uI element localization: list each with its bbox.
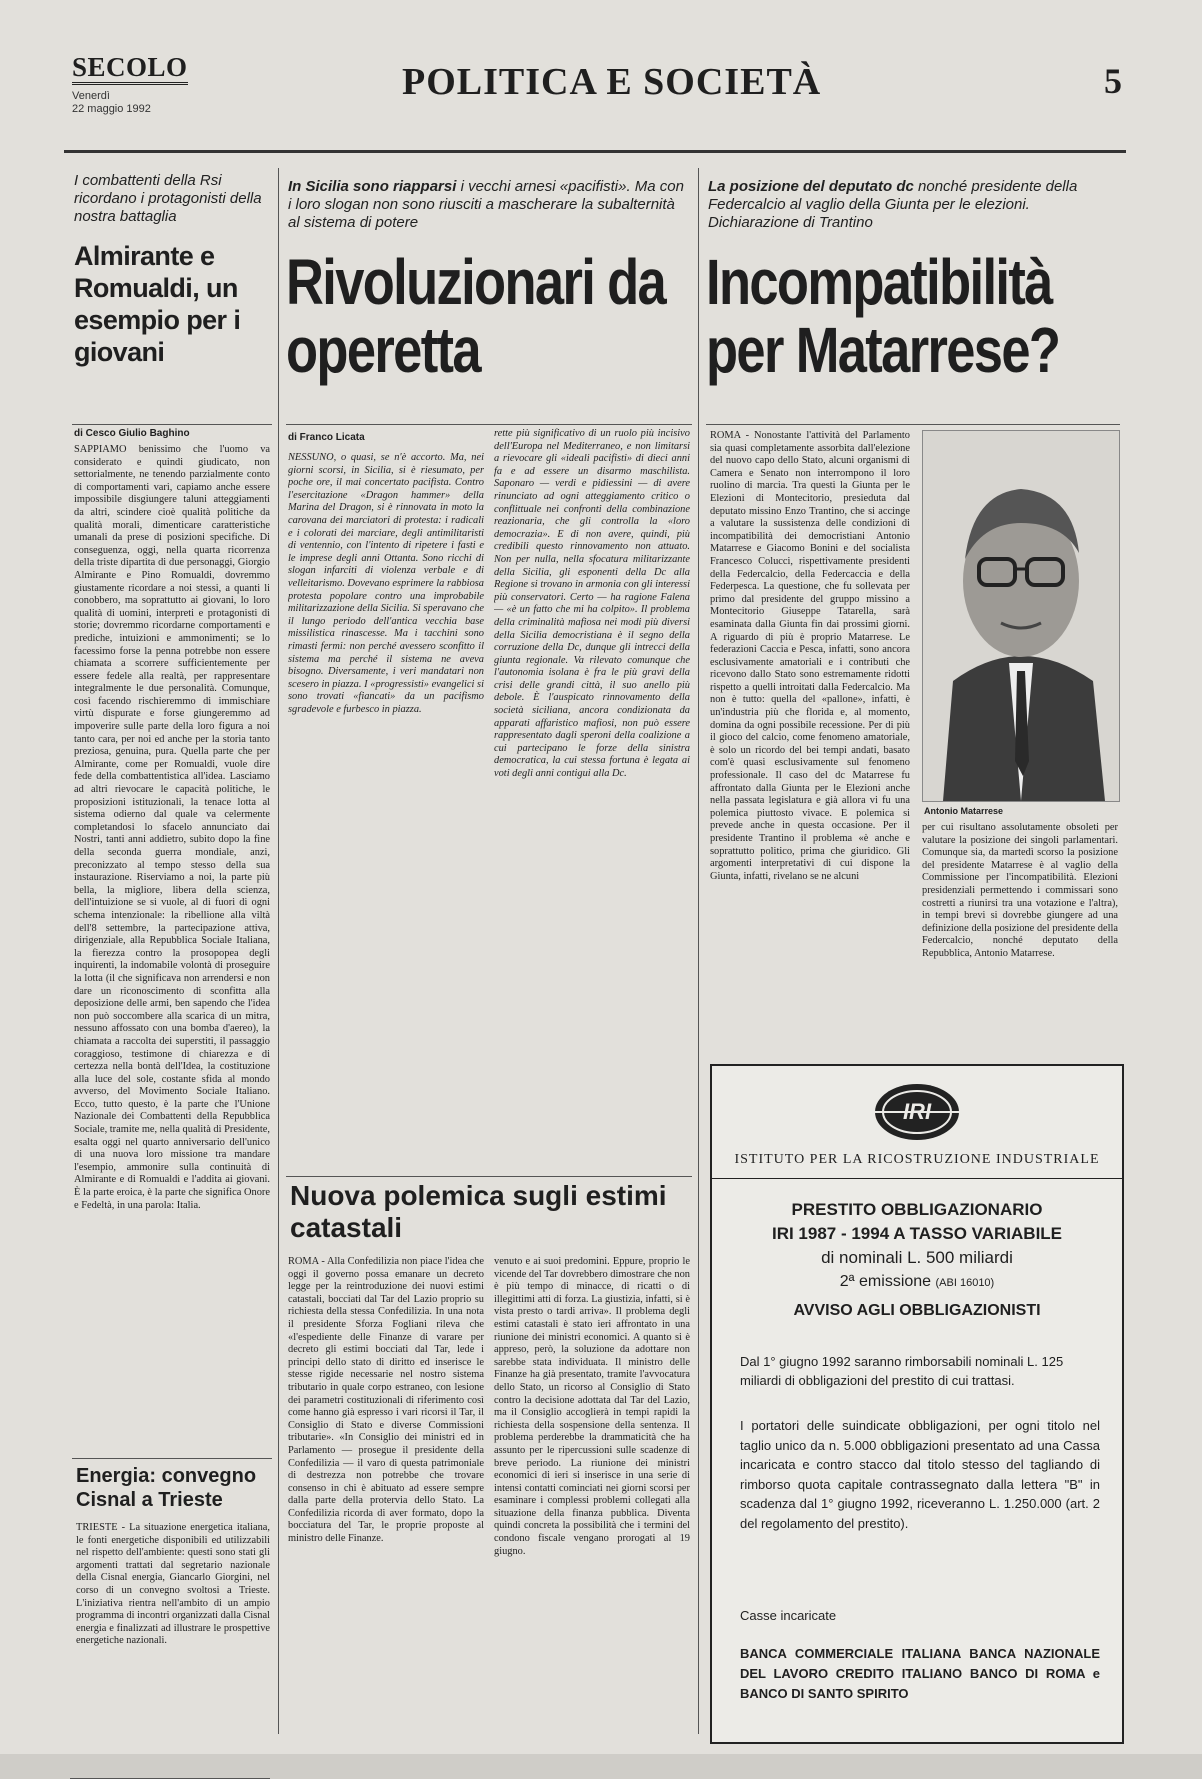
divider [72,424,272,425]
ad-paragraph: I portatori delle suindicate obbligazioni, per ogni titolo nel taglio unico da n. 5.000 obbligazioni presentato ad una Cassa incaricata e contro stacco dal titolo stesso del tagliando di rimborso quota capitale contrassegnato dalla lettera "B" in scadenza dal 1° giugno 1992, riceveranno L. 1.250.000 (art. 2 del regolamento del prestito). [740,1418,1100,1531]
loan-emission: 2ª emissione [839,1273,932,1290]
article-body: venuto e ai suoi predomini. Eppure, proprio le vicende del Tar dovrebbero dimostrare che non è più tempo di minacce, di ricatti o di illegittimi atti di forza. La giustizia, infatti, si è vista presto o tardi arriva». Il problema degli estimi catastali è stato ieri affrontato in una riunione dei ministri economici. A quanto si è appreso, però, la soluzione da adottare non sarebbe stata individuata. Il ministro delle Finanze ha già presentato, tramite l'avvocatura dello Stato, un ricorso al Consiglio di Stato contro la decisione adottata dal Tar del Lazio, ma il Consiglio accoglierà in tempi rapidi la richiesta della sospensione della sentenza. Il problema perderebbe la drammaticità che ha assunto per le ripercussioni sulle scadenze di breve periodo. La riunione dei ministri economici di ieri si inserisce in una serie di intensi contatti cominciati nei giorni scorsi per esaminare i complessi problemi collegati alla situazione della finanza pubblica. Diventa quindi concreta la possibilità che i termini del condono fiscale vengano prorogati al 19 giugno. [494,1256,690,1557]
byline: di Franco Licata [288,432,365,443]
article-body: SAPPIAMO benissimo che l'uomo va considerato e quindi giudicato, non settorialmente, ne tenendo parzialmente conto di comportamenti vari, capiamo anche essere impossibile disgiungere taluni atteggiamenti da altri, scindere cioè qualità politiche da qualità morali, dimenticare caratteristiche umanali da prese di posizioni specifiche. Di conseguenza, oggi, nella quarta ricorrenza della triste dipartita di due personaggi, Giorgio Almirante e Pino Romualdi, dovremmo giustamente ricordare a noi stessi, a quanti li conobbero, ma soprattutto ai giovani, lo loro qualità di uomini, interpreti e protagonisti di storie; dovremmo ricordarne comportamenti e prediche, intuizioni e ammonimenti; se lo facessimo forse la penna potrebbe non essere chiamata a scorrere sufficientemente per essere fedele alla realtà, per rappresentare integralmente le due personalità. Comunque, così facendo rischieremmo di immischiare virtù dispurate e forse giungeremmo ad impoverire sulle parte della loro figura a noi tanto cara, per noi ed anche per la storia tanto preziosa, genuina, pura. Quella parte che per Almirante, come per Romualdi, vuole dire fede della combattentistica all'idea. Lasciamo ad altri rievocare le capacità politiche, le proposizioni istituzionali, la tenace lotta al sistema odierno dal quale va celermente completandosi lo sfacelo annunciato dai Nostri, tanti anni addietro, subito dopo la fine della seconda guerra mondiale, anzi, preconizzato al tempo stesso della sua instaurazione. Riserviamo a noi, la parte più bella, la migliore, libera della scienza, dell'intuizione se si vuole, al di fuori di ogni schema intenzionale: la ribellione alla viltà dell'8 settembre, la partecipazione attiva, dirigenziale, alla Repubblica Sociale Italiana, la fierezza contro la prosopopea degli inquirenti, la indomabile volontà di proseguire la lotta (il che significava non arrendersi e non dare un riconoscimento di sconfitta alla deposizione delle armi, ben sapendo che l'idea non può soccombere alla scarica di un mitra, nessuno affossato con una bomba d'aereo), la chiamata a raccolta dei superstiti, il passaggio coraggioso, testimone di chiarezza e di certezza nella bontà dell'Idea, la costituzione alla luce del sole, costante sfida al mondo avverso, del Movimento Sociale Italiano. Ecco, tutto questo, è la parte che l'Unione Nazionale dei Combattenti della Repubblica Sociale, tramite me, nella qualità di Presidente, esalta oggi nel quarto anniversario dell'unico di una nuova loro missione tra mandare l'esempio, ammonire sulla continuità di Almirante e di Romualdi e l'addita ai giovani. È la parte eroica, è la parte che significa Onore e Fedeltà, in una parola: Italia. [74,444,270,1211]
ad-paragraph: Dal 1° giugno 1992 saranno rimborsabili nominali L. 125 miliardi di obbligazioni del prestito di cui trattasi. [740,1354,1064,1388]
loan-title-line: PRESTITO OBBLIGAZIONARIO [791,1200,1043,1219]
headline-text: Incompatibilità per Matarrese? [706,246,1060,386]
loan-title-line: IRI 1987 - 1994 A TASSO VARIABILE [771,1224,1063,1243]
portrait-illustration [923,431,1119,801]
page-number: 5 [1104,61,1122,101]
loan-abi: (ABI 16010) [935,1277,995,1289]
iri-logo [712,1082,1122,1125]
section-title: POLITICA E SOCIETÀ [402,61,822,103]
masthead [72,52,1122,122]
article-body: TRIESTE - La situazione energetica italiana, le fonti energetiche disponibili ed utilizzabili nel rispetto dell'ambiente: questi sono stati gli argomenti trattati dal segretario nazionale della Cisnal energia, Giancarlo Giorgini, nel corso di un convegno svoltosi a Trieste. L'iniziativa rientra nell'ambito di un ampio programma di incontri organizzati dalla Cisnal energia e finalizzati ad illustrare le prospettive energetiche nazionali. [76,1522,270,1647]
loan-title-line: di nominali L. 500 miliardi [821,1248,1013,1267]
divider [712,1178,1122,1179]
article-kicker [288,178,688,232]
article-headline: Energia: convegno Cisnal a Trieste [76,1465,257,1511]
headline-text: Rivoluzionari da operetta [286,246,666,386]
article-kicker [708,178,1118,232]
notice-title: AVVISO AGLI OBBLIGAZIONISTI [793,1302,1041,1319]
loan-title [712,1198,1122,1295]
byline: di Cesco Giulio Baghino [74,428,190,439]
article-body: per cui risultano assolutamente obsoleti per valutare la posizione dei singoli parlamentari. Comunque sia, da martedì scorso la posizione del presidente Matarrese è al vaglio della Commissione per l'incompatibilità. Elezioni presidenziali permettendo i commissari sono costretti a riunirsi tra una votazione e l'altra), in tempi brevi si dovrebbe giungere ad una definizione della posizione del presidente della Federcalcio, nonché deputato della Repubblica, Antonio Matarrese. [922,822,1118,959]
article-kicker: I combattenti della Rsi ricordano i protagonisti della nostra battaglia [74,172,262,225]
casse-label: Casse incaricate [740,1608,837,1623]
bank-list: BANCA COMMERCIALE ITALIANA BANCA NAZIONALE DEL LAVORO CREDITO ITALIANO BANCO DI ROMA e BANCO DI SANTO SPIRITO [740,1646,1100,1701]
weekday: Venerdì [72,90,110,102]
divider [72,1458,272,1459]
iri-logo-text: IRI [902,1099,932,1124]
iri-advertisement [710,1064,1124,1744]
kicker-text: i vecchi arnesi «pacifisti». Ma con i loro slogan non sono riusciti a mascherare la subalternità al sistema di potere [288,178,684,231]
kicker-bold: La posizione del deputato dc [708,178,914,195]
photo-caption: Antonio Matarrese [924,806,1004,816]
article-headline [286,248,712,384]
column-divider [278,168,279,1734]
kicker-text: nonché presidente della Federcalcio al vaglio della Giunta per le elezioni. Dichiarazione di Trantino [708,178,1078,231]
portrait-photo [922,430,1120,802]
kicker-bold: In Sicilia sono riapparsi [288,178,457,195]
newspaper-logo: SECOLO [72,52,188,85]
article-headline [706,248,1132,384]
column-divider [698,168,699,1734]
article-body: ROMA - Nonostante l'attività del Parlamento sia quasi completamente assorbita dall'elezione del nuovo capo dello Stato, alcuni organismi di Camera e Senato non interrompono il loro ruolino di marcia. Tra questi la Giunta per le Elezioni di Montecitorio, presieduta dal deputato missino Enzo Trantino, che si accinge a valutare la sussistenza delle condizioni di incompatibilità dei democristiani Antonio Matarrese e Giacomo Bonini e del socialista Francesco Colucci, rispettivamente presidenti della Federcalcio, della Federcaccia e della Federpesca. La questione, che fu sollevata per primo dal presidente del gruppo missino a Montecitorio Giuseppe Tatarella, sarà esaminata dalla Giunta fin dai prossimi giorni. A riguardo di più è proprio Matarrese. Le federazioni Caccia e Pesca, infatti, sono ancora esclusivamente amatoriali e i contributi che ricevono dallo Stato sono estremamente ridotti rispetto a quelli introitati dalla Federcalcio. Ma non è tutto: quella del «pallone», infatti, è un'industria più che florida e, al momento, domina da ogni possibile recessione. Per di più il gioco del calcio, come fenomeno amatoriale, è solo un ricordo del bei tempi andati, basato com'è quasi esclusivamente sul fenomeno professionale. Il caso del dc Matarrese fu affrontato dalla Giunta per le Elezioni anche nella passata legislatura e già allora vi fu una polemica piuttosto vivace. E polemica si prevede anche in questa occasione. Per il presidente Trantino il problema «è anche e soprattutto politico, prima che giuridico. Gli argomenti interpretativi di cui dispone la Giunta, infatti, rivelano se ne alcuni [710,430,910,882]
divider [286,1176,692,1177]
article-body: ROMA - Alla Confedilizia non piace l'idea che oggi il governo possa emanare un decreto legge per la reintroduzione dei nuovi estimi catastali, bocciati dal Tar del Lazio proprio su richiesta della stessa Confedilizia. In una nota il presidente Sforza Fogliani rileva che «l'espediente delle Finanze di varare per decreto gli estimi bocciati dal Tar, lede i principi dello stato di diritto ed inserisce le stesse rigide necessarie nel nostro sistema tributario in quale corpo estraneo, con lesione dei parametri costituzionali di riferimento così come hanno già espresso i vari ricorsi il Tar, il Consiglio di Stato e diverse Commissioni tributarie». «In Consiglio dei ministri ed in Parlamento — prosegue il presidente della Confedilizia — il varo di questa patrimoniale di destrezza non potrebbe che trovare consenso in chi è abituato ad essere sempre dalla parte della protervia dello Stato. La Confedilizia ricorda di aver formato, dopo la bocciatura del Tar, le proprie proposte al ministro delle Finanze. [288,1256,484,1545]
article-headline: Nuova polemica sugli estimi catastali [290,1180,667,1243]
date: 22 maggio 1992 [72,103,151,115]
divider [286,424,692,425]
article-body: rette più significativo di un ruolo più incisivo dell'Europa nel Mediterraneo, e non limitarsi a rievocare gli «ideali pacifisti» di dieci anni fa e ad essere un disarmo maschilista. Saponaro — verdi e pidiessini — di avere rinunciato ad ogni atteggiamento critico o conflittuale nei confronti della combinazione reazionaria, che gli controlla la «loro democrazia». E di non avere, quindi, più credibili questo rinnovamento non attuato. Non per nulla, nella sfocatura militarizzante della Sicilia, gli esponenti della Dc alla Regione si trovano in armonia con gli interessi più conservatori. Certo — ha ragione Falena — «è un fatto che mi ha colpito». Il problema della criminalità mafiosa nei modi più diversi della Sicilia democristiana è il segno della corruzione della Dc, dunque gli intrecci della giunta regionale. Va rilevato comunque che l'autonomia isolana è fra le più gravi della crisi delle grandi città, il suo anello più debole. È l'auspicato rinnovamento della società siciliana, ancora condizionata da apparati affaristico mafiosi, non può essere rappresentato dagli speroni della coalizione a cui partecipano le forze della sinistra democratica, la cui stessa fortuna è legata ai voti degli anni contigui alla Dc. [494,428,690,780]
institute-name: ISTITUTO PER LA RICOSTRUZIONE INDUSTRIALE [734,1152,1100,1167]
article-body: NESSUNO, o quasi, se n'è accorto. Ma, nei giorni scorsi, in Sicilia, si è riesumato, per poche ore, il mai concertato pacifista. Contro l'esercitazione «Dragon hammer» della Marina del Dragon, si è rinnovata in moto la carovana dei marciatori di protesta: i radicali e i colorati dei marciare, degli antimilitaristi di ventennio, con l'intento di ripetere i fasti e le imprese degli anni Ottanta. Sono ricchi di slogan infarciti di violenza verbale e di velleitarismo. Dovevano esprimere la rabbiosa protesta popolare contro una improbabile militarizzazione della Sicilia. Si speravano che il lungo periodo dell'antica vecchia base missilistica rinascesse. Ma i tacchini sono rimasti fermi: non perché avessero sconfitto il sistema ma perché il sistema ne aveva bisogno. Diversamente, i veri mandatari non scesero in piazza. I «progressisti» evangelici si sono trovati «fiancati» da un pacifismo sgradevole e furbesco in piazza. [288,452,484,715]
masthead-rule [64,150,1126,153]
divider [706,424,1120,425]
issue-date [72,90,151,116]
article-headline: Almirante e Romualdi, un esempio per i giovani [74,241,241,367]
